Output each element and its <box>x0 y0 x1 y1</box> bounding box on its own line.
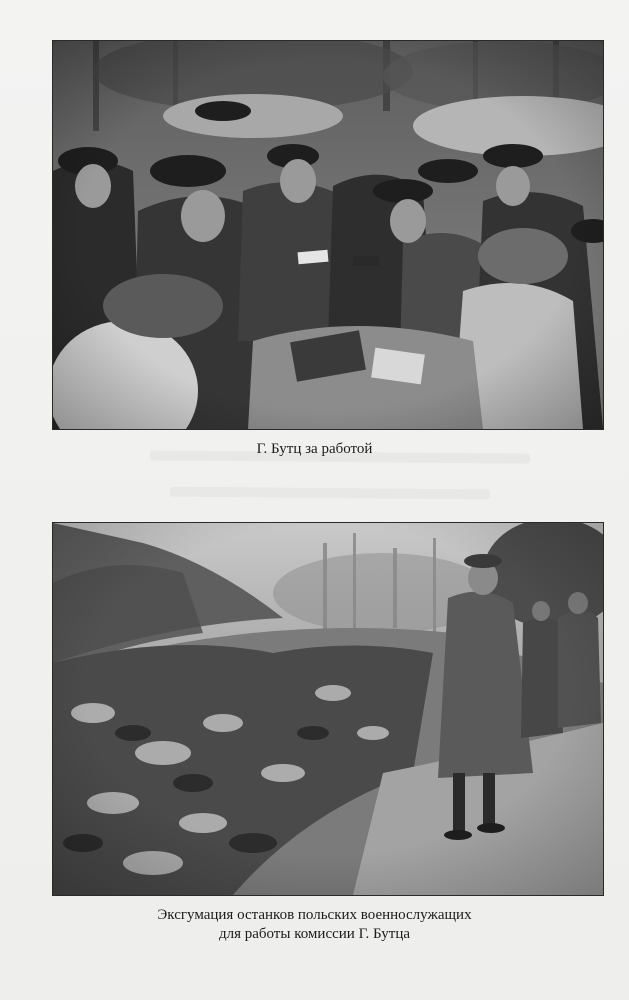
photo-exhumation-site <box>52 522 604 896</box>
caption-line: Г. Бутц за работой <box>256 441 373 457</box>
figure-2-caption <box>0 906 629 944</box>
figure-1-caption <box>0 440 629 459</box>
caption-line: Эксгумация останков польских военнослужащих <box>157 907 472 923</box>
photo-group-examining-documents <box>52 40 604 430</box>
caption-line: для работы комиссии Г. Бутца <box>218 926 411 942</box>
bleed-through-line <box>170 487 490 500</box>
